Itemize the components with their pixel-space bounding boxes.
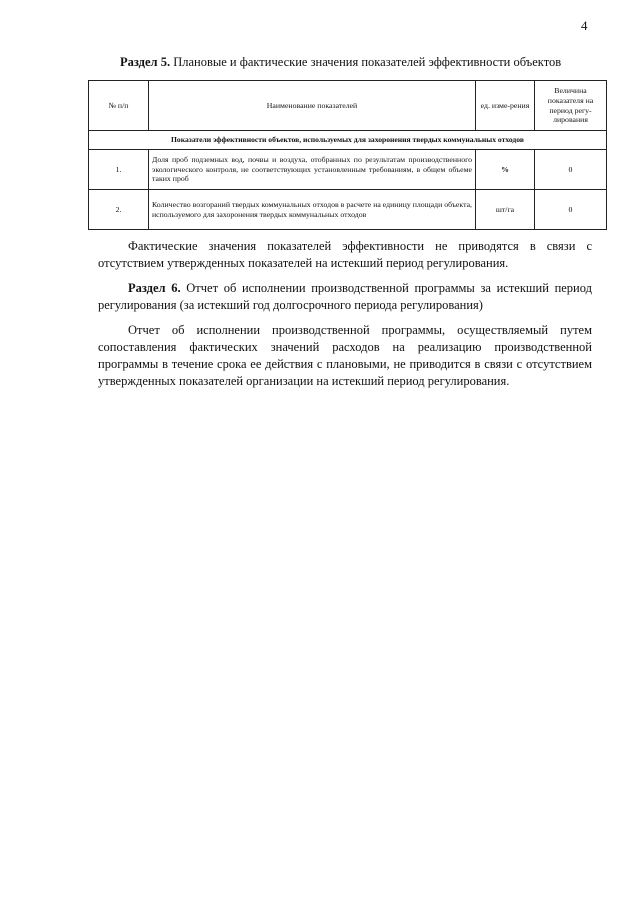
group-title: Показатели эффективности объектов, используемых для захоронения твердых коммунальных отходов xyxy=(89,131,607,150)
table-header-row xyxy=(89,81,607,131)
paragraph-program-report xyxy=(98,322,592,390)
paragraph-text: Отчет об исполнении производственной программы, осуществляемый путем сопоставления фактических значений расходов на реализацию производственной программы в течение срока ее действия с плановыми, не приводится в связи с отсутствием утвержденных показателей организации на истекший период регулирования. xyxy=(98,323,592,388)
section6-heading xyxy=(98,280,592,314)
row-name: Доля проб подземных вод, почвы и воздуха, отобранных по результатам производственного экологического контроля, не соответствующих установленным требованиям, в общем объеме таких проб xyxy=(149,150,476,190)
row-num: 2. xyxy=(89,190,149,230)
section6-label: Раздел 6. xyxy=(128,281,181,295)
section6-title: Отчет об исполнении производственной программы за истекший период регулирования (за истекший год долгосрочного периода регулирования) xyxy=(98,281,593,312)
table-row xyxy=(89,150,607,190)
section5-heading xyxy=(120,55,590,70)
indicators-table xyxy=(88,80,607,230)
section5-label: Раздел 5. xyxy=(120,55,171,69)
table-group-row xyxy=(89,131,607,150)
row-unit: шт/га xyxy=(476,190,535,230)
header-num: № п/п xyxy=(89,81,149,131)
row-name: Количество возгораний твердых коммунальных отходов в расчете на единицу площади объекта, используемого для захоронения твердых коммунальных отходов xyxy=(149,190,476,230)
paragraph-actual-values xyxy=(98,238,592,272)
row-value: 0 xyxy=(535,150,607,190)
row-num: 1. xyxy=(89,150,149,190)
header-unit: ед. изме-рения xyxy=(476,81,535,131)
table-row xyxy=(89,190,607,230)
section5-title: Плановые и фактические значения показателей эффективности объектов xyxy=(173,55,562,69)
row-unit: % xyxy=(476,150,535,190)
paragraph-text: Фактические значения показателей эффективности не приводятся в связи с отсутствием утвержденных показателей на истекший период регулирования. xyxy=(98,239,592,270)
row-value: 0 xyxy=(535,190,607,230)
header-name: Наименование показателей xyxy=(149,81,476,131)
header-value: Величина показателя на период регу-лирования xyxy=(535,81,607,131)
page-number: 4 xyxy=(581,18,588,33)
